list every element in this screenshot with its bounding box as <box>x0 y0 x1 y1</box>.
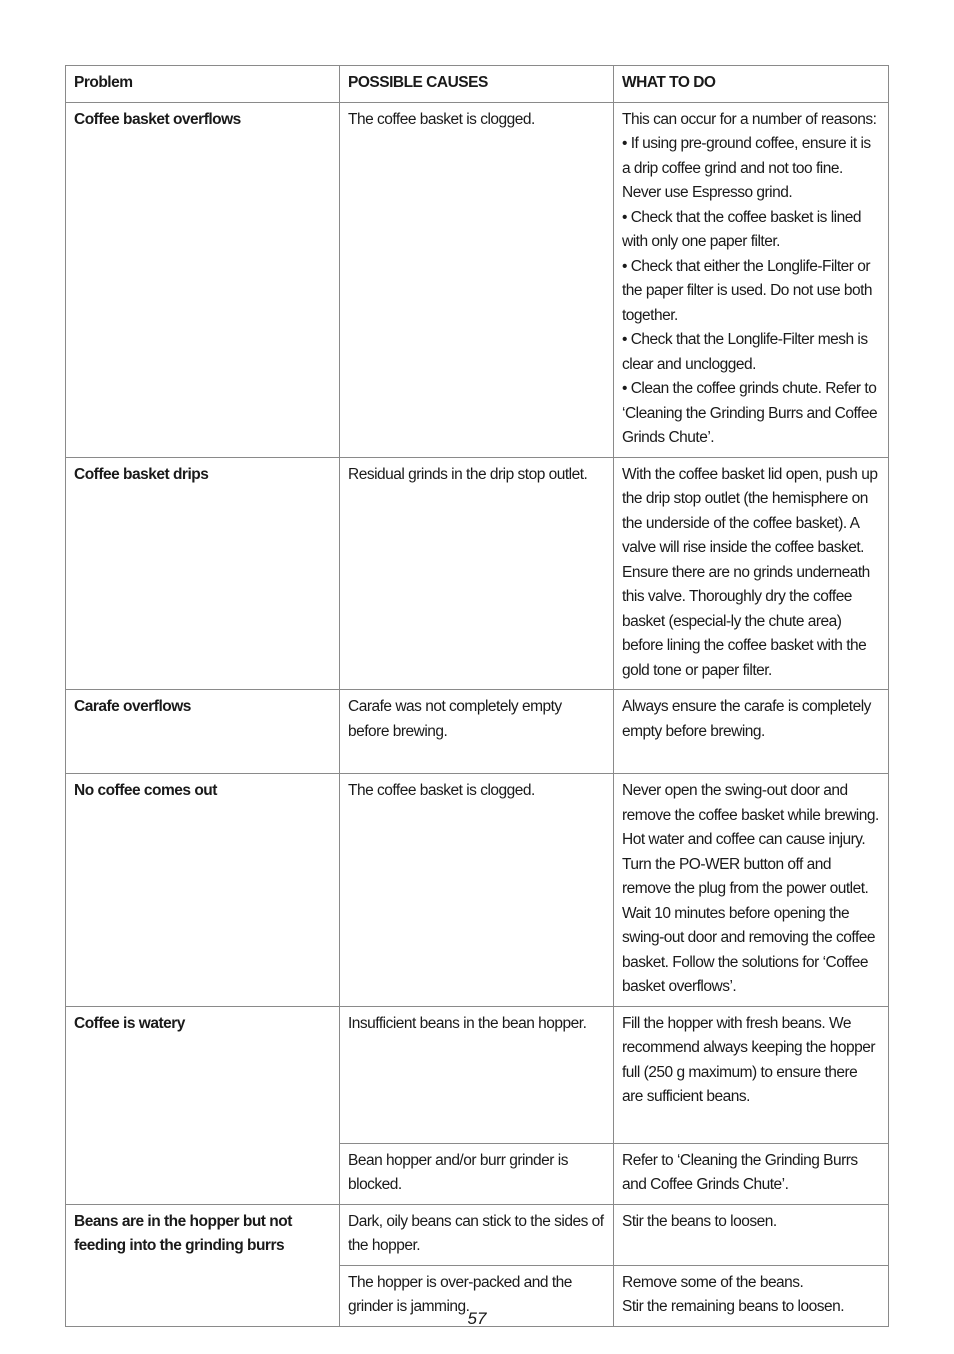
cause-cell: The coffee basket is clogged. <box>340 774 614 1007</box>
table-header-row <box>66 66 889 103</box>
table-row <box>66 457 889 690</box>
action-cell <box>614 1204 889 1265</box>
action-line: • If using pre-ground coffee, ensure it is a drip coffee grind and not too fine. Never use Espresso grind. <box>622 135 871 201</box>
action-line: • Check that either the Longlife-Filter or the paper filter is used. Do not use both together. <box>622 257 873 324</box>
action-line: Never open the swing-out door and remove the coffee basket while brewing. Hot water and coffee can cause injury. Turn the PO-WER button off and remove the plug from the power outlet. Wait 10 minutes before opening the swing-out door and removing the coffee basket. Follow the solutions for ‘Coffee basket overflows’. <box>622 782 879 995</box>
problem-cell: Coffee is watery <box>66 1006 340 1204</box>
action-cell <box>614 690 889 774</box>
column-header-what-to-do: WHAT TO DO <box>614 66 889 103</box>
column-header-problem: Problem <box>66 66 340 103</box>
problem-cell: Beans are in the hopper but not feeding into the grinding burrs <box>66 1204 340 1326</box>
cause-cell: Dark, oily beans can stick to the sides of the hopper. <box>340 1204 614 1265</box>
action-line: • Clean the coffee grinds chute. Refer to ‘Cleaning the Grinding Burrs and Coffee Grinds Chute’. <box>622 380 878 446</box>
action-cell <box>614 102 889 457</box>
problem-cell: No coffee comes out <box>66 774 340 1007</box>
action-line: Fill the hopper with fresh beans. We recommend always keeping the hopper full (250 g maximum) to ensure there are sufficient beans. <box>622 1014 876 1105</box>
action-cell <box>614 774 889 1007</box>
cause-cell: Carafe was not completely empty before brewing. <box>340 690 614 774</box>
cause-cell: Bean hopper and/or burr grinder is blocked. <box>340 1143 614 1204</box>
problem-cell: Coffee basket drips <box>66 457 340 690</box>
table-row <box>66 1204 889 1265</box>
action-line: Stir the remaining beans to loosen. <box>622 1298 845 1315</box>
table-row <box>66 1006 889 1143</box>
page-number: 57 <box>467 1309 487 1328</box>
troubleshooting-table <box>65 65 889 1327</box>
cause-cell: Residual grinds in the drip stop outlet. <box>340 457 614 690</box>
action-line: • Check that the coffee basket is lined with only one paper filter. <box>622 208 861 250</box>
action-line: Stir the beans to loosen. <box>622 1212 777 1230</box>
action-line: This can occur for a number of reasons: <box>622 110 877 128</box>
column-header-possible-causes: POSSIBLE CAUSES <box>340 66 614 103</box>
cause-cell: The coffee basket is clogged. <box>340 102 614 457</box>
cause-cell: Insufficient beans in the bean hopper. <box>340 1006 614 1143</box>
action-cell <box>614 1006 889 1143</box>
table-row <box>66 774 889 1007</box>
action-line: Remove some of the beans. <box>622 1273 804 1291</box>
action-line: With the coffee basket lid open, push up the drip stop outlet (the hemisphere on the underside of the coffee basket). A valve will rise inside the coffee basket. Ensure there are no grinds underneath this valve. Thoroughly dry the coffee basket (especial-ly the chute area) before lining the coffee basket with the gold tone or paper filter. <box>622 465 878 679</box>
problem-cell: Carafe overflows <box>66 690 340 774</box>
action-cell <box>614 1143 889 1204</box>
problem-cell: Coffee basket overflows <box>66 102 340 457</box>
cause-cell: The hopper is over-packed and the grinder is jamming. <box>340 1265 614 1326</box>
table-row <box>66 102 889 457</box>
table-row <box>66 690 889 774</box>
action-line: • Check that the Longlife-Filter mesh is clear and unclogged. <box>622 331 868 373</box>
action-line: Always ensure the carafe is completely empty before brewing. <box>622 698 871 740</box>
action-line: Refer to ‘Cleaning the Grinding Burrs and Coffee Grinds Chute’. <box>622 1151 858 1193</box>
action-cell <box>614 457 889 690</box>
